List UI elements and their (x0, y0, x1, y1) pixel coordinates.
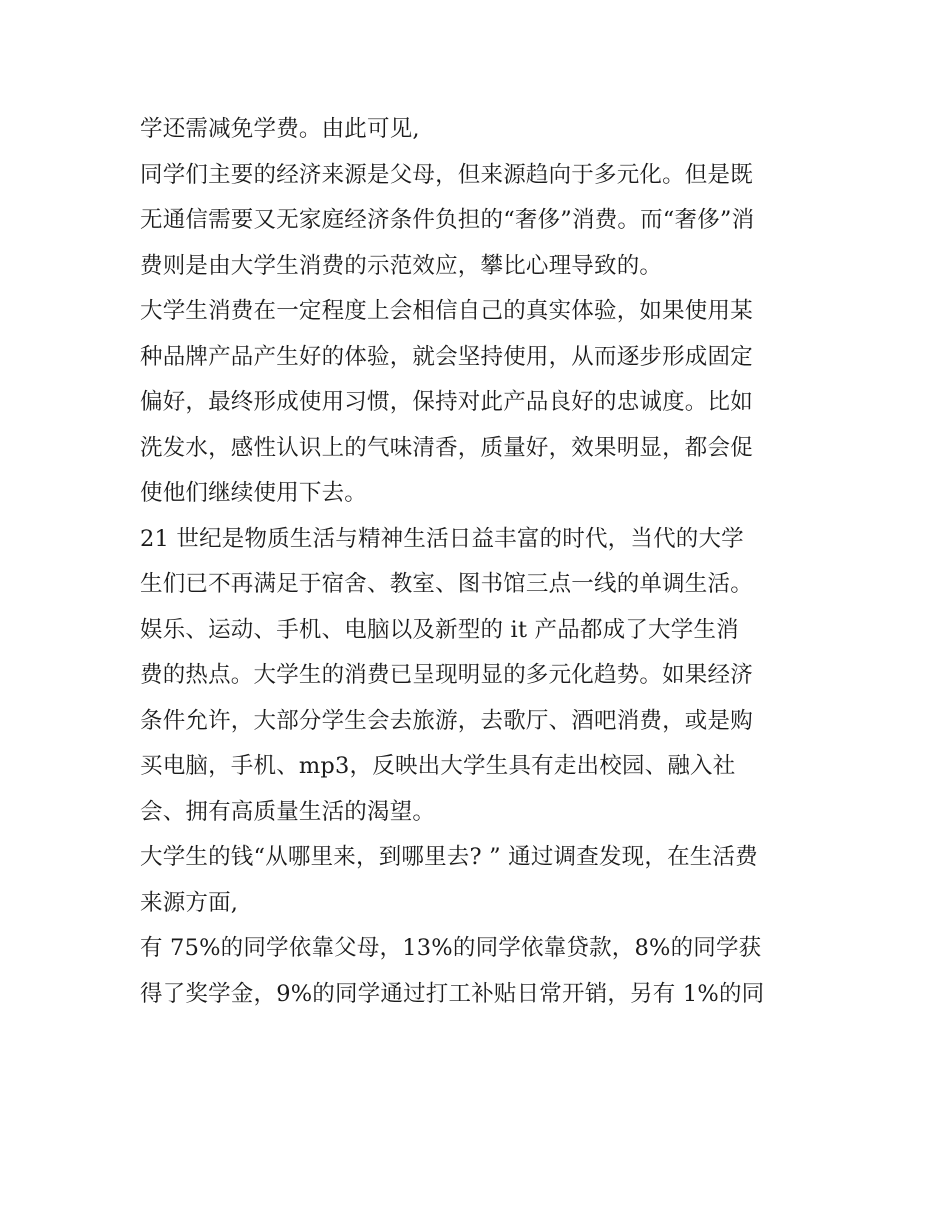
text-line: 大学生的钱“从哪里来，到哪里去? ” 通过调查发现，在生活费 (140, 844, 758, 870)
text-line: 偏好，最终形成使用习惯，保持对此产品良好的忠诚度。比如 (140, 389, 753, 415)
text-line: 无通信需要又无家庭经济条件负担的“奢侈”消费。而“奢侈”消 (140, 207, 755, 233)
text-line: 来源方面, (140, 889, 239, 916)
text-line: 同学们主要的经济来源是父母，但来源趋向于多元化。但是既 (140, 161, 753, 188)
text-line: 21 世纪是物质生活与精神生活日益丰富的时代，当代的大学 (140, 525, 744, 552)
text-line: 娱乐、运动、手机、电脑以及新型的 it 产品都成了大学生消 (140, 616, 739, 643)
text-line: 费则是由大学生消费的示范效应，攀比心理导致的。 (140, 252, 663, 279)
text-line: 会、拥有高质量生活的渴望。 (140, 798, 436, 825)
text-line: 有 75%的同学依靠父母，13%的同学依靠贷款，8%的同学获 (140, 935, 762, 961)
text-line: 大学生消费在一定程度上会相信自己的真实体验，如果使用某 (140, 298, 753, 324)
text-line: 生们已不再满足于宿舍、教室、图书馆三点一线的单调生活。 (140, 571, 753, 597)
text-line: 条件允许，大部分学生会去旅游，去歌厅、酒吧消费，或是购 (140, 707, 753, 734)
text-line: 买电脑，手机、mp3，反映出大学生具有走出校园、融入社 (140, 753, 736, 779)
text-line: 学还需减免学费。由此可见, (140, 116, 420, 142)
text-line: 使他们继续使用下去。 (140, 480, 368, 506)
text-line: 得了奖学金，9%的同学通过打工补贴日常开销，另有 1%的同 (140, 980, 765, 1007)
text-line: 洗发水，感性认识上的气味清香，质量好，效果明显，都会促 (140, 434, 753, 461)
document-body (140, 107, 820, 1017)
text-line: 费的热点。大学生的消费已呈现明显的多元化趋势。如果经济 (140, 662, 753, 688)
text-line: 种品牌产品产生好的体验，就会坚持使用，从而逐步形成固定 (140, 343, 753, 370)
